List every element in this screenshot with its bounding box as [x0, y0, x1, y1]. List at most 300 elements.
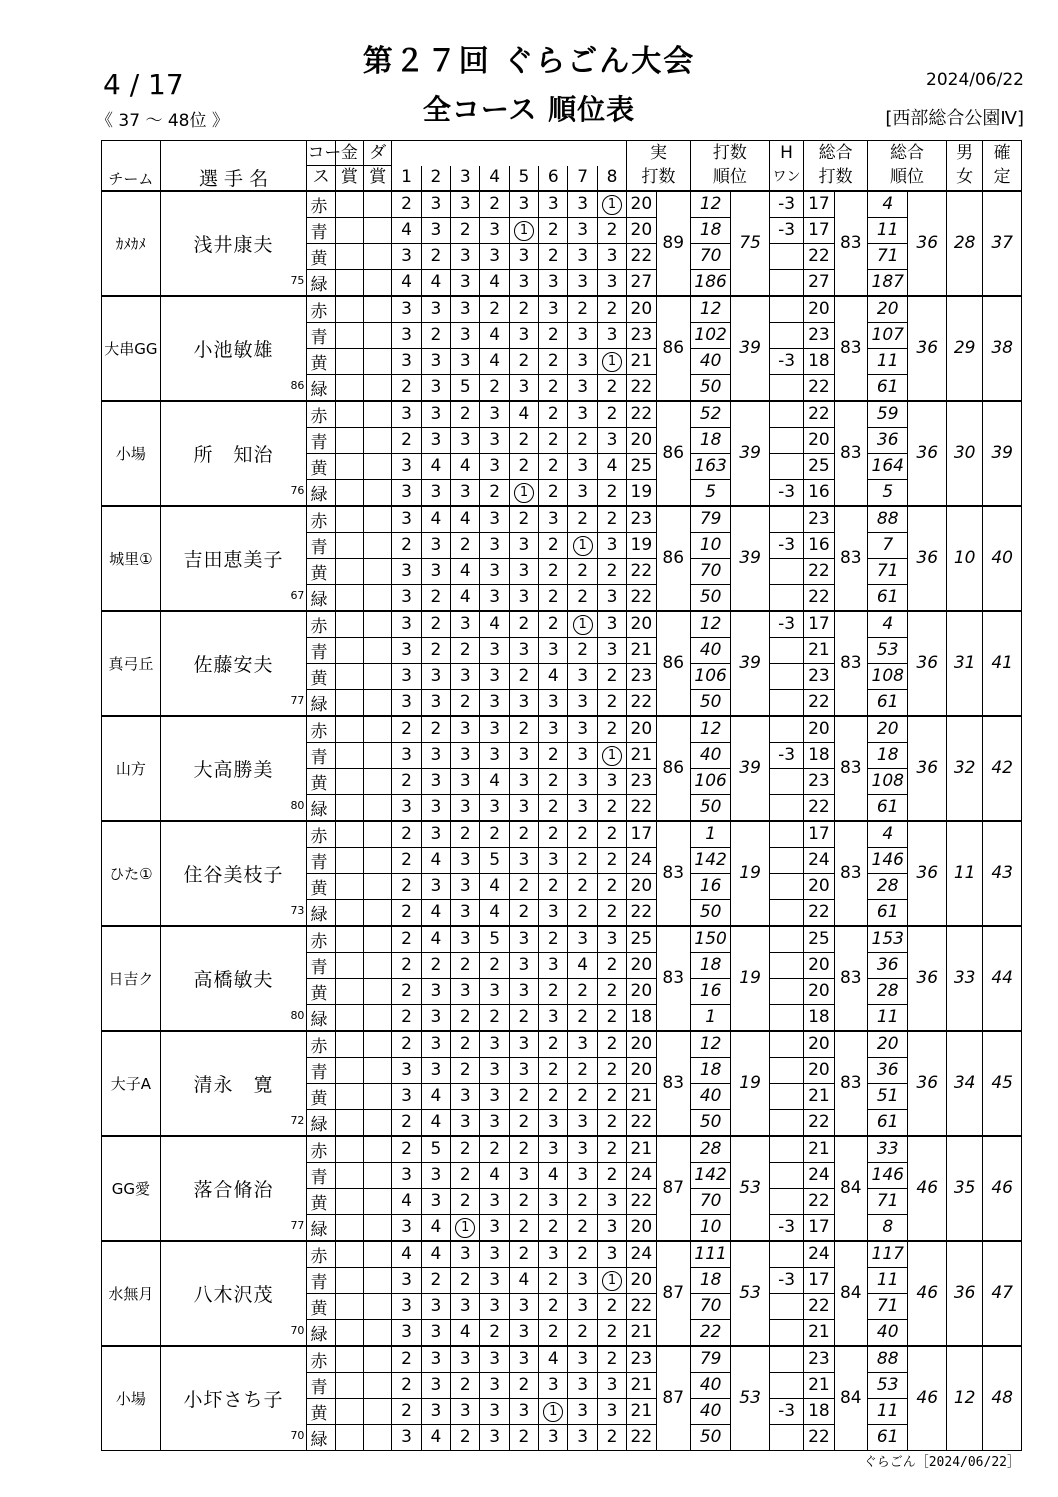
course-total-rank-cell: 20	[868, 1031, 908, 1058]
hole-score-cell: 2	[597, 1136, 626, 1163]
overall-strokes-cell: 83	[834, 1031, 867, 1136]
hole-score-cell: 2	[509, 873, 538, 899]
gold-prize-cell	[335, 374, 363, 401]
course-strokes-cell: 20	[627, 611, 656, 638]
course-total-strokes-cell: 16	[804, 479, 834, 506]
da-prize-cell	[364, 322, 392, 348]
hole-score-cell: 2	[451, 1424, 480, 1450]
course-cell: 黄	[307, 1398, 335, 1424]
hole-score-cell: 2	[597, 978, 626, 1004]
hole-score-cell: 2	[421, 611, 450, 638]
course-rank-cell: 12	[690, 296, 730, 323]
course-total-rank-cell: 53	[868, 1372, 908, 1398]
hole-score-cell: 2	[451, 821, 480, 848]
hole-score-cell: 3	[392, 479, 421, 506]
hole-score-cell: 3	[539, 952, 568, 978]
hole-score-cell: 2	[568, 427, 597, 453]
actual-total-cell: 89	[656, 191, 690, 296]
overall-rank-cell: 46	[908, 1241, 946, 1346]
hole-score-cell: 3	[509, 847, 538, 873]
hole-score-cell: 4	[451, 1319, 480, 1346]
course-total-rank-cell: 108	[868, 768, 908, 794]
hole-score-cell: 5	[451, 374, 480, 401]
overall-rank-cell: 36	[908, 1031, 946, 1136]
da-prize-cell	[364, 584, 392, 611]
gold-prize-cell	[335, 1188, 363, 1214]
course-strokes-cell: 20	[627, 952, 656, 978]
course-cell: 黄	[307, 1083, 335, 1109]
course-strokes-cell: 25	[627, 453, 656, 479]
hole-score-cell: 3	[480, 689, 509, 716]
da-prize-cell	[364, 374, 392, 401]
hole-score-cell: 2	[539, 768, 568, 794]
player-handicap: 75	[290, 273, 305, 287]
course-strokes-cell: 23	[627, 322, 656, 348]
hole-score-cell: 2	[480, 1136, 509, 1163]
gold-prize-cell	[335, 847, 363, 873]
course-total-rank-cell: 146	[868, 847, 908, 873]
gold-prize-cell	[335, 689, 363, 716]
hole-score-cell: 3	[480, 1267, 509, 1293]
course-total-rank-cell: 164	[868, 453, 908, 479]
course-strokes-cell: 20	[627, 1267, 656, 1293]
course-rank-cell: 50	[690, 1109, 730, 1136]
course-rank-cell: 12	[690, 611, 730, 638]
hole-score-cell: 3	[539, 847, 568, 873]
course-cell: 緑	[307, 374, 335, 401]
course-total-strokes-cell: 27	[804, 269, 834, 296]
hole-score-cell: 3	[509, 584, 538, 611]
da-prize-cell	[364, 532, 392, 558]
course-rank-cell: 18	[690, 217, 730, 243]
hole-score-cell: 2	[509, 899, 538, 926]
course-total-strokes-cell: 22	[804, 1424, 834, 1450]
overall-strokes-cell: 83	[834, 926, 867, 1031]
hole-score-cell: 3	[480, 1424, 509, 1450]
hole-score-cell: 3	[451, 873, 480, 899]
hole-score-cell: 2	[421, 637, 450, 663]
gender-rank-cell: 10	[946, 506, 982, 611]
header-gold-bottom: 賞	[335, 166, 363, 191]
course-row	[102, 1136, 1022, 1163]
final-rank-cell: 37	[983, 191, 1022, 296]
hole-score-cell: 2	[480, 1319, 509, 1346]
hole-score-cell: 2	[568, 637, 597, 663]
course-cell: 緑	[307, 899, 335, 926]
hole-score-cell: 3	[451, 1109, 480, 1136]
course-cell: 青	[307, 637, 335, 663]
hole-score-cell: 2	[539, 348, 568, 374]
hole-score-cell: 3	[568, 1109, 597, 1136]
course-rank-cell: 12	[690, 716, 730, 743]
course-strokes-cell: 20	[627, 217, 656, 243]
hole-score-cell: 3	[421, 374, 450, 401]
da-prize-cell	[364, 689, 392, 716]
hole-in-one-bonus-cell	[769, 1136, 803, 1163]
hole-score-cell: 2	[451, 401, 480, 428]
venue-label: [西部総合公園Ⅳ]	[885, 108, 1024, 129]
course-total-strokes-cell: 17	[804, 191, 834, 218]
course-cell: 赤	[307, 1241, 335, 1268]
hole-in-one-bonus-cell	[769, 558, 803, 584]
course-strokes-cell: 21	[627, 1372, 656, 1398]
gold-prize-cell	[335, 1372, 363, 1398]
gold-prize-cell	[335, 978, 363, 1004]
gold-prize-cell	[335, 1346, 363, 1373]
strokes-rank-cell: 39	[731, 401, 769, 506]
hole-score-cell: 2	[480, 296, 509, 323]
da-prize-cell	[364, 1109, 392, 1136]
header-gender-top: 男	[946, 141, 982, 166]
hole-score-cell: 3	[421, 217, 450, 243]
player-cell	[160, 821, 307, 926]
hole-in-one-bonus-cell	[769, 243, 803, 269]
course-strokes-cell: 21	[627, 742, 656, 768]
header-total-rank-bottom: 順位	[868, 166, 947, 191]
hole-score-cell: 2	[392, 847, 421, 873]
hole-score-cell: 2	[451, 689, 480, 716]
hole-score-cell: 3	[597, 1398, 626, 1424]
course-rank-cell: 16	[690, 978, 730, 1004]
final-rank-cell: 45	[983, 1031, 1022, 1136]
course-total-rank-cell: 146	[868, 1162, 908, 1188]
hole-score-cell: 4	[480, 768, 509, 794]
gender-rank-cell: 35	[946, 1136, 982, 1241]
hole-in-one-bonus-cell: -3	[769, 742, 803, 768]
course-total-rank-cell: 4	[868, 611, 908, 638]
hole-in-one-bonus-cell	[769, 1057, 803, 1083]
hole-in-one-mark: 1	[602, 746, 622, 766]
hole-score-cell: 3	[568, 742, 597, 768]
hole-score-cell: 3	[392, 1214, 421, 1241]
header-total-rank-top: 総合	[868, 141, 947, 166]
hole-score-cell: 2	[597, 794, 626, 821]
gold-prize-cell	[335, 768, 363, 794]
hole-in-one-bonus-cell: -3	[769, 611, 803, 638]
hole-score-cell: 2	[539, 558, 568, 584]
course-rank-cell: 40	[690, 348, 730, 374]
hole-score-cell: 4	[451, 506, 480, 533]
course-rank-cell: 163	[690, 453, 730, 479]
hole-score-cell: 2	[539, 978, 568, 1004]
course-cell: 赤	[307, 1346, 335, 1373]
course-total-rank-cell: 59	[868, 401, 908, 428]
header-strokes-rank-bottom: 順位	[690, 166, 769, 191]
course-cell: 赤	[307, 1031, 335, 1058]
hole-score-cell: 2	[451, 1267, 480, 1293]
gold-prize-cell	[335, 742, 363, 768]
course-strokes-cell: 20	[627, 1057, 656, 1083]
hole-in-one-bonus-cell	[769, 952, 803, 978]
hole-score-cell: 3	[509, 768, 538, 794]
hole-score-cell: 3	[480, 794, 509, 821]
gold-prize-cell	[335, 899, 363, 926]
team-cell: 城里①	[102, 506, 161, 611]
header-final-top: 確	[983, 141, 1022, 166]
course-rank-cell: 12	[690, 1031, 730, 1058]
course-cell: 緑	[307, 479, 335, 506]
hole-score-cell: 5	[480, 847, 509, 873]
course-strokes-cell: 20	[627, 978, 656, 1004]
course-rank-cell: 18	[690, 1267, 730, 1293]
course-total-strokes-cell: 24	[804, 847, 834, 873]
hole-score-cell: 4	[421, 1214, 450, 1241]
header-holes-spacer	[392, 141, 627, 166]
hole-score-cell: 3	[539, 1424, 568, 1450]
hole-score-cell	[597, 191, 626, 218]
hole-score-cell: 3	[451, 716, 480, 743]
strokes-rank-cell: 39	[731, 506, 769, 611]
header-h-bottom: ワン	[769, 166, 803, 191]
course-total-rank-cell: 11	[868, 217, 908, 243]
hole-score-cell: 3	[597, 427, 626, 453]
hole-score-cell: 3	[597, 1241, 626, 1268]
hole-score-cell: 2	[539, 374, 568, 401]
hole-score-cell: 2	[392, 427, 421, 453]
course-cell: 青	[307, 322, 335, 348]
course-total-rank-cell: 4	[868, 821, 908, 848]
course-total-strokes-cell: 17	[804, 1214, 834, 1241]
hole-score-cell: 3	[421, 479, 450, 506]
hole-score-cell: 3	[421, 558, 450, 584]
hole-score-cell: 3	[568, 1398, 597, 1424]
hole-score-cell: 3	[480, 978, 509, 1004]
course-rank-cell: 186	[690, 269, 730, 296]
course-total-strokes-cell: 21	[804, 1319, 834, 1346]
course-row	[102, 1031, 1022, 1058]
hole-score-cell: 2	[451, 1004, 480, 1031]
hole-score-cell: 4	[480, 348, 509, 374]
course-rank-cell: 18	[690, 952, 730, 978]
course-total-rank-cell: 7	[868, 532, 908, 558]
hole-score-cell: 2	[509, 1214, 538, 1241]
player-cell	[160, 506, 307, 611]
results-body	[102, 191, 1022, 1451]
course-cell: 赤	[307, 401, 335, 428]
hole-score-cell: 2	[421, 716, 450, 743]
course-rank-cell: 106	[690, 663, 730, 689]
hole-score-cell: 3	[421, 821, 450, 848]
hole-score-cell: 4	[539, 1162, 568, 1188]
hole-score-cell: 3	[597, 269, 626, 296]
player-name: 清永 寛	[193, 1073, 274, 1096]
hole-score-cell: 3	[451, 794, 480, 821]
hole-in-one-bonus-cell	[769, 374, 803, 401]
course-total-strokes-cell: 20	[804, 296, 834, 323]
header-course-top: コー	[307, 141, 335, 166]
course-strokes-cell: 22	[627, 794, 656, 821]
course-total-rank-cell: 36	[868, 1057, 908, 1083]
hole-score-cell: 3	[568, 716, 597, 743]
da-prize-cell	[364, 1031, 392, 1058]
hole-score-cell: 3	[392, 1083, 421, 1109]
footer-credit: ぐらごん［2024/06/22］	[863, 1455, 1020, 1470]
hole-score-cell: 3	[509, 978, 538, 1004]
final-rank-cell: 42	[983, 716, 1022, 821]
hole-score-cell: 2	[597, 847, 626, 873]
hole-in-one-bonus-cell: -3	[769, 1398, 803, 1424]
overall-rank-cell: 36	[908, 611, 946, 716]
gold-prize-cell	[335, 191, 363, 218]
course-row	[102, 926, 1022, 953]
course-cell: 黄	[307, 1188, 335, 1214]
player-handicap: 86	[290, 378, 305, 392]
da-prize-cell	[364, 479, 392, 506]
actual-total-cell: 87	[656, 1346, 690, 1451]
course-total-strokes-cell: 22	[804, 899, 834, 926]
course-rank-cell: 50	[690, 794, 730, 821]
header-da-bottom: 賞	[364, 166, 392, 191]
gold-prize-cell	[335, 716, 363, 743]
strokes-rank-cell: 75	[731, 191, 769, 296]
hole-score-cell: 3	[568, 453, 597, 479]
header-player: 選 手 名	[160, 141, 307, 191]
course-cell: 緑	[307, 1109, 335, 1136]
gender-rank-cell: 33	[946, 926, 982, 1031]
overall-strokes-cell: 84	[834, 1136, 867, 1241]
hole-score-cell: 3	[509, 1346, 538, 1373]
strokes-rank-cell: 19	[731, 1031, 769, 1136]
hole-score-cell: 3	[421, 1057, 450, 1083]
course-cell: 緑	[307, 689, 335, 716]
hole-score-cell: 2	[597, 821, 626, 848]
hole-score-cell: 2	[392, 1346, 421, 1373]
gold-prize-cell	[335, 479, 363, 506]
course-rank-cell: 70	[690, 1188, 730, 1214]
strokes-rank-cell: 39	[731, 611, 769, 716]
gold-prize-cell	[335, 1241, 363, 1268]
hole-score-cell: 3	[451, 847, 480, 873]
actual-total-cell: 86	[656, 611, 690, 716]
hole-score-cell: 4	[392, 1188, 421, 1214]
hole-score-cell: 3	[451, 322, 480, 348]
hole-score-cell: 4	[421, 269, 450, 296]
header-total-strokes-bottom: 打数	[804, 166, 868, 191]
player-handicap: 77	[290, 693, 305, 707]
hole-score-cell: 3	[392, 348, 421, 374]
course-total-strokes-cell: 22	[804, 374, 834, 401]
hole-score-cell: 4	[421, 899, 450, 926]
hole-score-cell: 3	[597, 1188, 626, 1214]
course-cell: 緑	[307, 1424, 335, 1450]
hole-score-cell: 3	[451, 296, 480, 323]
team-cell: ひた①	[102, 821, 161, 926]
course-cell: 赤	[307, 1136, 335, 1163]
team-cell: 小場	[102, 1346, 161, 1451]
hole-score-cell: 4	[392, 1241, 421, 1268]
course-total-strokes-cell: 23	[804, 1346, 834, 1373]
hole-score-cell: 3	[597, 926, 626, 953]
hole-score-cell: 2	[539, 1214, 568, 1241]
hole-score-cell: 3	[392, 584, 421, 611]
course-rank-cell: 40	[690, 1398, 730, 1424]
course-total-strokes-cell: 22	[804, 794, 834, 821]
hole-score-cell: 3	[451, 191, 480, 218]
hole-score-cell: 2	[539, 873, 568, 899]
course-cell: 黄	[307, 348, 335, 374]
team-cell: 真弓丘	[102, 611, 161, 716]
hole-score-cell: 3	[568, 401, 597, 428]
hole-score-cell: 3	[568, 689, 597, 716]
da-prize-cell	[364, 1424, 392, 1450]
hole-score-cell: 2	[568, 1057, 597, 1083]
gold-prize-cell	[335, 952, 363, 978]
hole-score-cell: 3	[539, 269, 568, 296]
course-cell: 青	[307, 1057, 335, 1083]
course-row	[102, 191, 1022, 218]
gold-prize-cell	[335, 322, 363, 348]
course-strokes-cell: 27	[627, 269, 656, 296]
hole-score-cell: 3	[568, 663, 597, 689]
course-strokes-cell: 25	[627, 926, 656, 953]
hole-score-cell: 2	[539, 479, 568, 506]
overall-strokes-cell: 83	[834, 716, 867, 821]
hole-score-cell: 2	[509, 821, 538, 848]
course-row	[102, 821, 1022, 848]
hole-score-cell: 2	[597, 1162, 626, 1188]
course-cell: 黄	[307, 243, 335, 269]
actual-total-cell: 86	[656, 296, 690, 401]
hole-score-cell: 3	[568, 1346, 597, 1373]
hole-score-cell: 2	[568, 558, 597, 584]
hole-score-cell: 3	[539, 1004, 568, 1031]
player-cell	[160, 611, 307, 716]
da-prize-cell	[364, 1214, 392, 1241]
hole-score-cell: 3	[597, 532, 626, 558]
hole-score-cell: 2	[568, 1214, 597, 1241]
course-total-strokes-cell: 21	[804, 1136, 834, 1163]
hole-score-cell: 2	[480, 191, 509, 218]
hole-score-cell: 2	[451, 1188, 480, 1214]
course-total-rank-cell: 18	[868, 742, 908, 768]
course-rank-cell: 150	[690, 926, 730, 953]
hole-score-cell: 3	[480, 532, 509, 558]
hole-score-cell: 3	[597, 322, 626, 348]
da-prize-cell	[364, 1136, 392, 1163]
page-title: 第２７回 ぐらごん大会	[362, 44, 696, 79]
course-strokes-cell: 22	[627, 1188, 656, 1214]
hole-score-cell: 4	[539, 663, 568, 689]
hole-score-cell: 3	[392, 1057, 421, 1083]
hole-score-cell: 3	[480, 506, 509, 533]
gender-rank-cell: 12	[946, 1346, 982, 1451]
course-total-strokes-cell: 18	[804, 1398, 834, 1424]
course-rank-cell: 79	[690, 506, 730, 533]
hole-score-cell: 2	[597, 401, 626, 428]
hole-score-cell	[539, 1398, 568, 1424]
final-rank-cell: 38	[983, 296, 1022, 401]
course-strokes-cell: 22	[627, 1293, 656, 1319]
da-prize-cell	[364, 453, 392, 479]
course-rank-cell: 50	[690, 374, 730, 401]
hole-in-one-bonus-cell	[769, 821, 803, 848]
course-total-strokes-cell: 23	[804, 322, 834, 348]
course-total-strokes-cell: 20	[804, 952, 834, 978]
hole-score-cell: 4	[568, 952, 597, 978]
hole-score-cell	[509, 217, 538, 243]
hole-score-cell: 3	[392, 1267, 421, 1293]
hole-score-cell: 3	[480, 1109, 509, 1136]
course-total-rank-cell: 61	[868, 1109, 908, 1136]
course-strokes-cell: 22	[627, 1109, 656, 1136]
course-total-strokes-cell: 22	[804, 1293, 834, 1319]
hole-score-cell: 3	[451, 348, 480, 374]
hole-score-cell: 3	[451, 1083, 480, 1109]
course-rank-cell: 22	[690, 1319, 730, 1346]
hole-score-cell	[597, 1267, 626, 1293]
gold-prize-cell	[335, 637, 363, 663]
course-total-rank-cell: 8	[868, 1214, 908, 1241]
